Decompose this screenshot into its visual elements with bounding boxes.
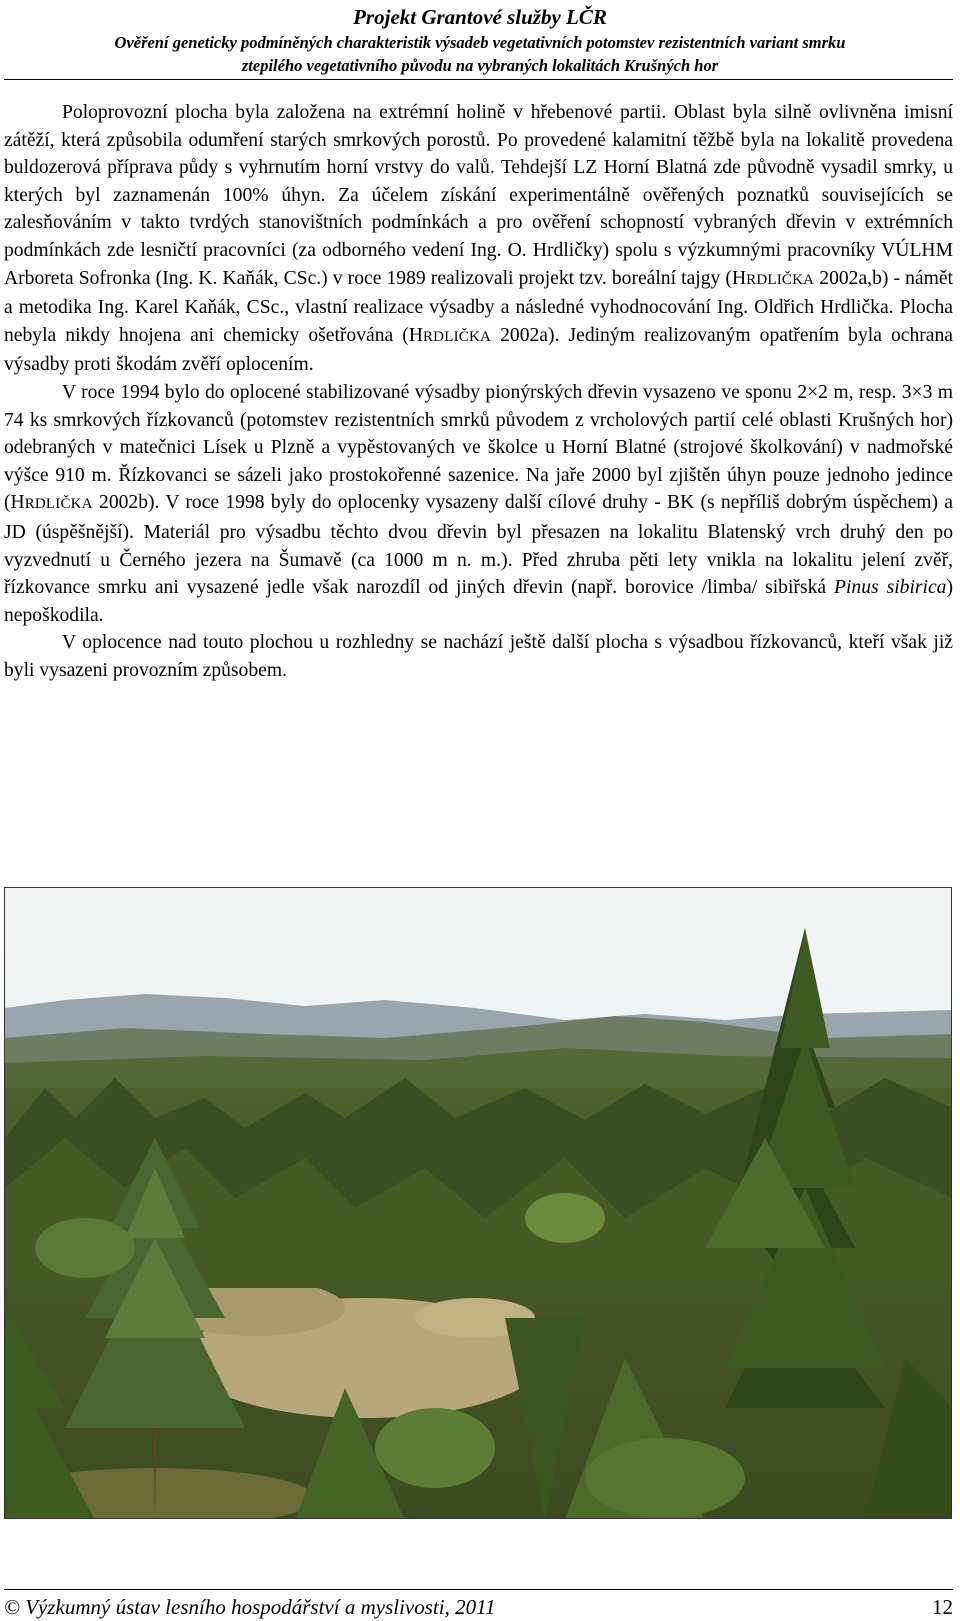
project-subtitle-line-2: ztepilého vegetativního původu na vybraných lokalitách Krušných hor <box>241 56 719 75</box>
paragraph-2 <box>4 379 953 629</box>
forest-photo <box>4 887 952 1519</box>
paragraph-1-text-c: 2002a). Jediným realizovaným opatřením byla ochrana výsadby proti škodám zvěří oplocením. <box>4 324 953 376</box>
page-header <box>0 0 960 77</box>
author-initial: H <box>731 267 747 289</box>
page-footer <box>4 1594 953 1620</box>
paragraph-1 <box>4 99 953 379</box>
paragraph-2-text-b: 2002b). V roce 1998 byly do oplocenky vysazeny další cílové druhy - BK (s nepříliš dobrým úspěchem) a JD (úspěšnější). Materiál pro výsadbu těchto dvou dřevin byl přesazen na lokalitu Blatenský vrch druhý den po vyzvednutí u Černého jezera na Šumavě (ca 1000 m n. m.). Před zhruba pěti lety vnikla na lokalitu jelení zvěř, řízkovance smrku ani vysazené jedle však narozdíl od jiných dřevin (např. borovice /limba/ sibiřská <box>4 492 953 599</box>
author-smallcaps: RDLIČKA <box>24 496 93 513</box>
author-smallcaps: RDLIČKA <box>746 271 815 288</box>
footer-divider <box>4 1589 953 1590</box>
author-initial: H <box>10 492 25 514</box>
page-number: 12 <box>932 1595 953 1619</box>
copyright-text: © Výzkumný ústav lesního hospodářství a myslivosti, 2011 <box>4 1595 496 1619</box>
paragraph-1-text-b: 2002a,b) - námět a metodika Ing. Karel Kaňák, CSc., vlastní realizace výsadby a následné vyhodnocování Ing. Oldřich Hrdlička. Plocha nebyla nikdy hnojena ani chemicky ošetřována ( <box>4 267 953 346</box>
header-divider <box>4 79 953 80</box>
paragraph-1-text-a: Poloprovozní plocha byla založena na extrémní holině v hřebenové partii. Oblast byla silně ovlivněna imisní zátěží, která způsobila odumření starých smrkových porostů. Po provedené kalamitní těžbě byla na lokalitě provedena buldozerová příprava půdy s vyhrnutím horní vrstvy do valů. Tehdejší LZ Horní Blatná zde původně vysadil smrky, u kterých byl zaznamenán 100% úhyn. Za účelem získání experimentálně ověřených poznatků souvisejících se zalesňováním v takto tvrdých stanovištních podmínkách a pro ověření schopností vybraných dřevin v extrémních podmínkách zde lesničtí pracovníci (za odborného vedení Ing. O. Hrdličky) spolu s výzkumnými pracovníky VÚLHM Arboreta Sofronka (Ing. K. Kaňák, CSc.) v roce 1989 realizovali projekt tzv. boreální tajgy ( <box>4 102 953 289</box>
author-initial: H <box>408 324 423 346</box>
paragraph-3: V oplocence nad touto plochou u rozhledny se nachází ještě další plocha s výsadbou řízkovanců, kteří však již byli vysazeni provozním způsobem. <box>4 632 953 681</box>
author-smallcaps: RDLIČKA <box>422 328 492 345</box>
project-title: Projekt Grantové služby LČR <box>353 5 607 29</box>
body-text <box>4 99 953 684</box>
paragraph-2-text-c: ) nepoškodila. <box>4 577 953 626</box>
project-subtitle-line-1: Ověření geneticky podmíněných charakteristik výsadeb vegetativních potomstev rezistentních variant smrku <box>114 33 846 52</box>
species-name: Pinus sibirica <box>834 577 947 599</box>
paragraph-2-text-a: V roce 1994 bylo do oplocené stabilizované výsadby pionýrských dřevin vysazeno ve sponu 2×2 m, resp. 3×3 m 74 ks smrkových řízkovanců (potomstev rezistentních smrků původem z vrcholových partií celé oblasti Krušných hor) odebraných v matečnici Lísek u Plzně a vypěstovaných ve školce u Horní Blatné (strojové školkování) v nadmořské výšce 910 m. Řízkovanci se sázeli jako prostokořenné sazenice. Na jaře 2000 byl zjištěn úhyn pouze jednoho jedince ( <box>4 381 953 514</box>
